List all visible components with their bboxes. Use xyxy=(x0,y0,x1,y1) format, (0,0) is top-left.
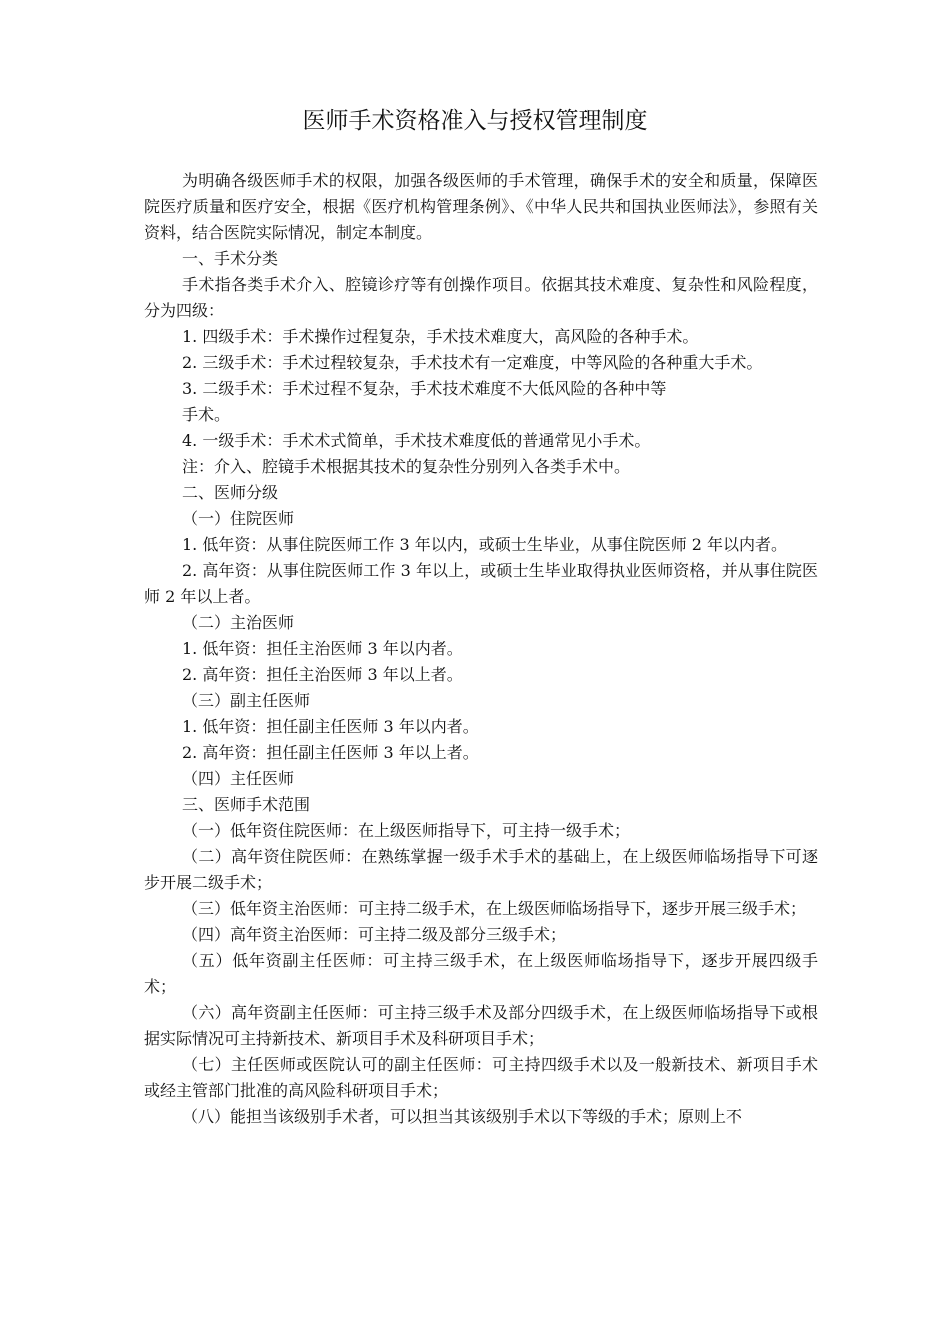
list-item: （三）低年资主治医师：可主持二级手术，在上级医师临场指导下，逐步开展三级手术； xyxy=(182,899,807,918)
section-heading-physician-grading: 二、医师分级 xyxy=(182,483,279,502)
list-item: （六）高年资副主任医师：可主持三级手术及部分四级手术，在上级医师临场指导下或根据实际情况可主持新技术、新项目手术及科研项目手术； xyxy=(144,1003,818,1048)
note-paragraph: 注：介入、腔镜手术根据其技术的复杂性分别列入各类手术中。 xyxy=(182,457,631,476)
subheading: （二）主治医师 xyxy=(182,613,295,632)
list-item: （七）主任医师或医院认可的副主任医师：可主持四级手术以及一般新技术、新项目手术或经主管部门批准的高风险科研项目手术； xyxy=(144,1055,818,1100)
list-item: 1. 低年资：从事住院医师工作 3 年以内，或硕士生毕业，从事住院医师 2 年以内者。 xyxy=(182,535,788,554)
list-item: 1. 四级手术：手术操作过程复杂，手术技术难度大，高风险的各种手术。 xyxy=(182,327,699,346)
list-item: 2. 高年资：担任主治医师 3 年以上者。 xyxy=(182,665,463,684)
list-item: 3. 二级手术：手术过程不复杂，手术技术难度不大低风险的各种中等 xyxy=(182,379,667,398)
list-item-continuation: 手术。 xyxy=(182,405,231,424)
document-title: 医师手术资格准入与授权管理制度 xyxy=(302,108,648,134)
list-item: （八）能担当该级别手术者，可以担当其该级别手术以下等级的手术；原则上不 xyxy=(182,1107,743,1126)
section-heading-surgery-scope: 三、医师手术范围 xyxy=(182,795,311,814)
list-item: 1. 低年资：担任主治医师 3 年以内者。 xyxy=(182,639,463,658)
list-item: 1. 低年资：担任副主任医师 3 年以内者。 xyxy=(182,717,479,736)
list-item: 2. 高年资：担任副主任医师 3 年以上者。 xyxy=(182,743,479,762)
section-heading-surgery-classification: 一、手术分类 xyxy=(182,249,279,268)
list-item: 4. 一级手术：手术术式简单，手术技术难度低的普通常见小手术。 xyxy=(182,431,651,450)
subheading: （四）主任医师 xyxy=(182,769,295,788)
list-item: 2. 三级手术：手术过程较复杂，手术技术有一定难度，中等风险的各种重大手术。 xyxy=(182,353,763,372)
list-item: （一）低年资住院医师：在上级医师指导下，可主持一级手术； xyxy=(182,821,631,840)
subheading: （三）副主任医师 xyxy=(182,691,311,710)
list-item: （五）低年资副主任医师：可主持三级手术，在上级医师临场指导下，逐步开展四级手术； xyxy=(144,951,818,996)
intro-paragraph: 为明确各级医师手术的权限，加强各级医师的手术管理，确保手术的安全和质量，保障医院医疗质量和医疗安全，根据《医疗机构管理条例》、《中华人民共和国执业医师法》，参照有关资料，结合医院实际情况，制定本制度。 xyxy=(144,171,818,242)
subheading: （一）住院医师 xyxy=(182,509,295,528)
document-body xyxy=(144,168,818,1130)
paragraph: 手术指各类手术介入、腔镜诊疗等有创操作项目。依据其技术难度、复杂性和风险程度，分为四级： xyxy=(144,275,818,320)
list-item: 2. 高年资：从事住院医师工作 3 年以上，或硕士生毕业取得执业医师资格，并从事住院医师 2 年以上者。 xyxy=(144,561,818,606)
list-item: （二）高年资住院医师：在熟练掌握一级手术手术的基础上，在上级医师临场指导下可逐步开展二级手术； xyxy=(144,847,818,892)
list-item: （四）高年资主治医师：可主持二级及部分三级手术； xyxy=(182,925,567,944)
